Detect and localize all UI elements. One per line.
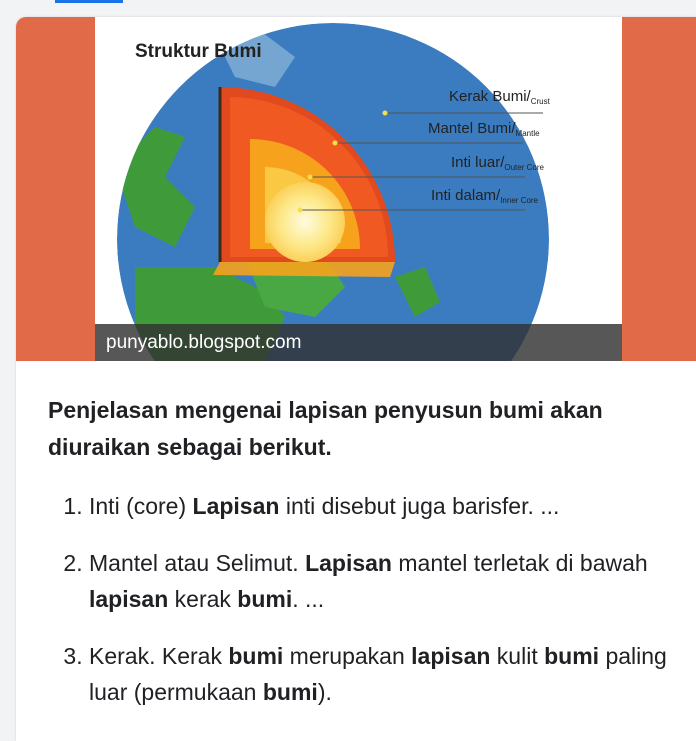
- keyword-highlight: lapisan: [411, 643, 491, 669]
- keyword-highlight: lapisan: [89, 586, 169, 612]
- leader-dot: [308, 175, 313, 180]
- label-crust: Kerak Bumi/$_{Crust}$: [449, 88, 550, 106]
- list-item: [89, 488, 668, 524]
- list-item-text: Mantel atau Selimut.: [89, 550, 306, 576]
- leader-dot: [298, 208, 303, 213]
- keyword-highlight: bumi: [237, 586, 293, 612]
- list-item-text: merupakan: [283, 643, 412, 669]
- keyword-highlight: bumi: [544, 643, 600, 669]
- list-item-text: . ...: [292, 586, 325, 612]
- lead-paragraph: Penjelasan mengenai lapisan penyusun bumi akan diuraikan sebagai berikut.: [48, 397, 603, 460]
- list-item-text: Inti (core): [89, 493, 193, 519]
- list-item: [89, 545, 668, 617]
- leader-dot: [333, 141, 338, 146]
- active-tab-indicator: [55, 0, 123, 3]
- layer-list: [48, 488, 668, 710]
- keyword-highlight: bumi: [262, 679, 318, 705]
- list-item-text: kulit: [490, 643, 545, 669]
- inner-core-layer: [265, 182, 345, 262]
- list-item-text: mantel terletak di bawah: [391, 550, 648, 576]
- list-item-text: kerak: [168, 586, 238, 612]
- list-item-text: ).: [317, 679, 332, 705]
- article-content: [48, 392, 668, 731]
- keyword-highlight: Lapisan: [305, 550, 392, 576]
- image-frame[interactable]: [16, 17, 696, 361]
- cutaway-bottom: [213, 262, 395, 277]
- list-item: [89, 638, 668, 710]
- label-outer-core: Inti luar/$_{Outer Core}$: [451, 154, 544, 172]
- earth-diagram: [95, 17, 622, 361]
- result-card[interactable]: [16, 17, 696, 741]
- label-inner-core: Inti dalam/$_{Inner Core}$: [431, 187, 538, 205]
- keyword-highlight: bumi: [228, 643, 284, 669]
- source-watermark-text: punyablo.blogspot.com: [106, 332, 302, 353]
- label-mantle: Mantel Bumi/$_{Mantle}$: [428, 120, 540, 138]
- list-item-text: paling luar (permukaan: [89, 643, 667, 705]
- source-watermark: [95, 324, 622, 361]
- list-item-text: Kerak. Kerak: [89, 643, 229, 669]
- earth-structure-image[interactable]: [95, 17, 622, 361]
- leader-dot: [383, 111, 388, 116]
- list-item-text: inti disebut juga barisfer. ...: [279, 493, 560, 519]
- keyword-highlight: Lapisan: [192, 493, 280, 519]
- diagram-title: Struktur Bumi: [135, 41, 262, 62]
